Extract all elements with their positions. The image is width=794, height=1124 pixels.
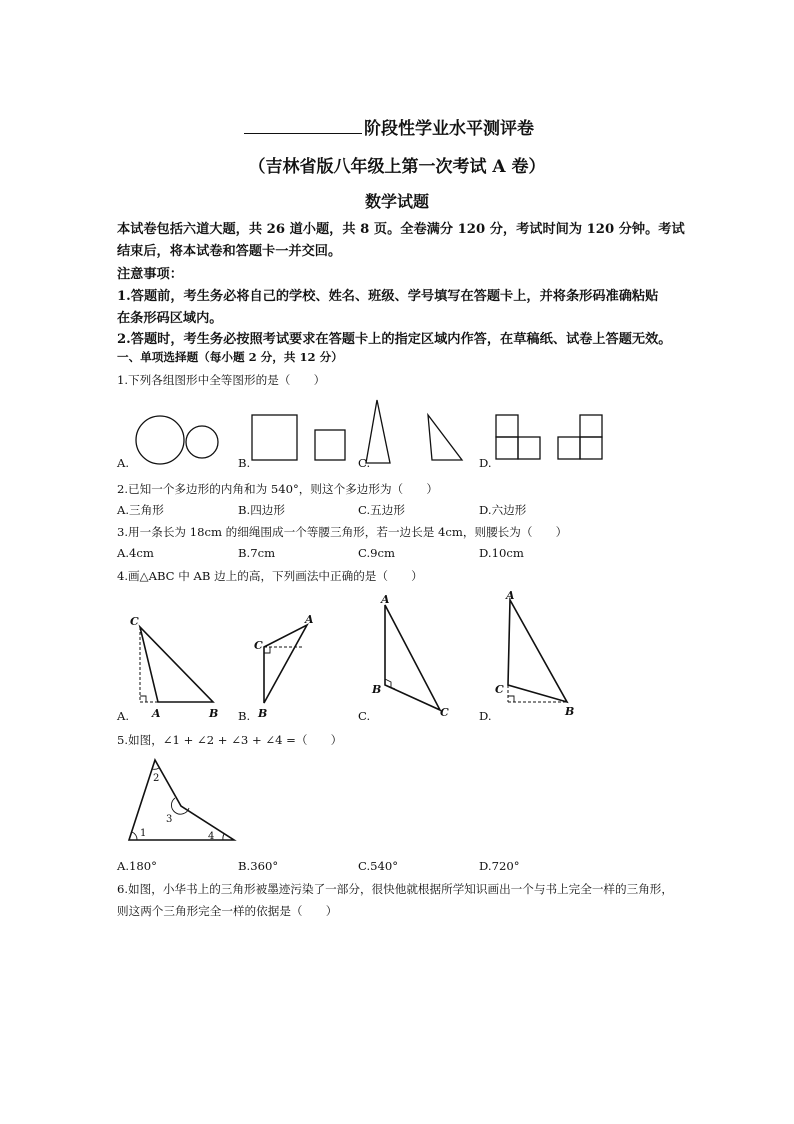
exam-title bbox=[244, 114, 534, 139]
q2-option-c: C.五边形 bbox=[358, 503, 405, 517]
q4-b-label-c: C bbox=[254, 639, 263, 652]
q4-c-label-c: C bbox=[440, 706, 449, 719]
q1-a-small-circle bbox=[186, 426, 218, 458]
q3-option-b: B.7cm bbox=[238, 546, 276, 560]
q4-option-c: C. bbox=[358, 709, 371, 723]
note-2: 2.答题时，考生务必按照考试要求在答题卡上的指定区域内作答，在草稿纸、试卷上答题无效。 bbox=[117, 332, 672, 347]
q5-angle-1: 1 bbox=[140, 828, 147, 839]
q1-d-left-shape bbox=[496, 415, 540, 459]
question-6-line-2: 则这两个三角形完全一样的依据是（ ） bbox=[117, 904, 338, 918]
q5-option-d: D.720° bbox=[479, 859, 520, 873]
q1-b-small-square bbox=[315, 430, 345, 460]
question-1-text: 1.下列各组图形中全等图形的是（ ） bbox=[117, 373, 326, 387]
note-1-line-2: 在条形码区域内。 bbox=[117, 311, 223, 326]
q1-a-large-circle bbox=[136, 416, 184, 464]
q4-c-label-a: A bbox=[381, 593, 390, 606]
q4-b-label-b: B bbox=[258, 707, 268, 720]
question-4-figures bbox=[0, 585, 794, 725]
question-3-text: 3.用一条长为 18cm 的细绳围成一个等腰三角形，若一边长是 4cm，则腰长为（ ） bbox=[117, 525, 568, 539]
q1-b-large-square bbox=[252, 415, 297, 460]
q4-option-b: B. bbox=[238, 709, 251, 723]
q1-c-small-triangle bbox=[428, 415, 462, 460]
exam-subtitle: （吉林省版八年级上第一次考试 A 卷） bbox=[248, 157, 546, 177]
question-1-figures bbox=[0, 395, 794, 485]
q1-c-tall-triangle bbox=[366, 400, 390, 463]
q5-option-c: C.540° bbox=[358, 859, 399, 873]
q4-a-label-a: A bbox=[152, 707, 161, 720]
intro-line-2: 结束后，将本试卷和答题卡一并交回。 bbox=[117, 244, 342, 259]
q4-d-figure bbox=[495, 589, 574, 718]
q4-a-figure bbox=[130, 615, 218, 720]
q3-option-d: D.10cm bbox=[479, 546, 524, 560]
subject-title: 数学试题 bbox=[364, 192, 429, 211]
question-5-figure bbox=[117, 752, 317, 852]
q2-option-a: A.三角形 bbox=[117, 503, 164, 517]
q4-c-label-b: B bbox=[372, 683, 382, 696]
q3-option-c: C.9cm bbox=[358, 546, 396, 560]
q1-option-b: B. bbox=[238, 456, 251, 470]
question-4-text: 4.画△ABC 中 AB 边上的高，下列画法中正确的是（ ） bbox=[117, 569, 423, 583]
q4-b-label-a: A bbox=[305, 613, 314, 626]
note-1-line-1: 1.答题前，考生务必将自己的学校、姓名、班级、学号填写在答题卡上，并将条形码准确粘贴 bbox=[117, 289, 659, 304]
notice-heading: 注意事项： bbox=[117, 267, 183, 282]
q5-option-a: A.180° bbox=[117, 859, 157, 873]
intro-line-1: 本试卷包括六道大题，共 26 道小题，共 8 页。全卷满分 120 分，考试时间为 120 分钟。考试 bbox=[117, 222, 685, 237]
q1-d-right-shape bbox=[558, 415, 602, 459]
q1-option-c: C. bbox=[358, 456, 371, 470]
q1-option-a: A. bbox=[117, 456, 130, 470]
exam-title-text: 阶段性学业水平测评卷 bbox=[364, 119, 534, 139]
q4-a-label-b: B bbox=[209, 707, 219, 720]
q4-d-label-b: B bbox=[565, 705, 575, 718]
q5-angle-3: 3 bbox=[166, 814, 173, 825]
q5-angle-4: 4 bbox=[208, 831, 215, 842]
question-2-text: 2.已知一个多边形的内角和为 540°，则这个多边形为（ ） bbox=[117, 482, 438, 496]
q3-option-a: A.4cm bbox=[117, 546, 154, 560]
title-blank-line bbox=[244, 117, 362, 134]
q2-option-b: B.四边形 bbox=[238, 503, 285, 517]
question-5-text: 5.如图，∠1 + ∠2 + ∠3 + ∠4 =（ ） bbox=[117, 733, 343, 747]
q4-c-figure bbox=[371, 593, 449, 719]
q5-option-b: B.360° bbox=[238, 859, 279, 873]
q4-d-label-a: A bbox=[506, 589, 515, 602]
q5-angle-2: 2 bbox=[153, 773, 160, 784]
q4-b-figure bbox=[254, 613, 314, 720]
section-1-heading: 一、单项选择题（每小题 2 分，共 12 分） bbox=[117, 350, 343, 364]
question-6-line-1: 6.如图，小华书上的三角形被墨迹污染了一部分，很快他就根据所学知识画出一个与书上完全一样的三角形， bbox=[117, 882, 673, 896]
q1-option-d: D. bbox=[479, 456, 492, 470]
q4-a-label-c: C bbox=[130, 615, 139, 628]
q4-d-label-c: C bbox=[495, 683, 504, 696]
q4-option-d: D. bbox=[479, 709, 492, 723]
q4-option-a: A. bbox=[117, 709, 130, 723]
q2-option-d: D.六边形 bbox=[479, 503, 527, 517]
